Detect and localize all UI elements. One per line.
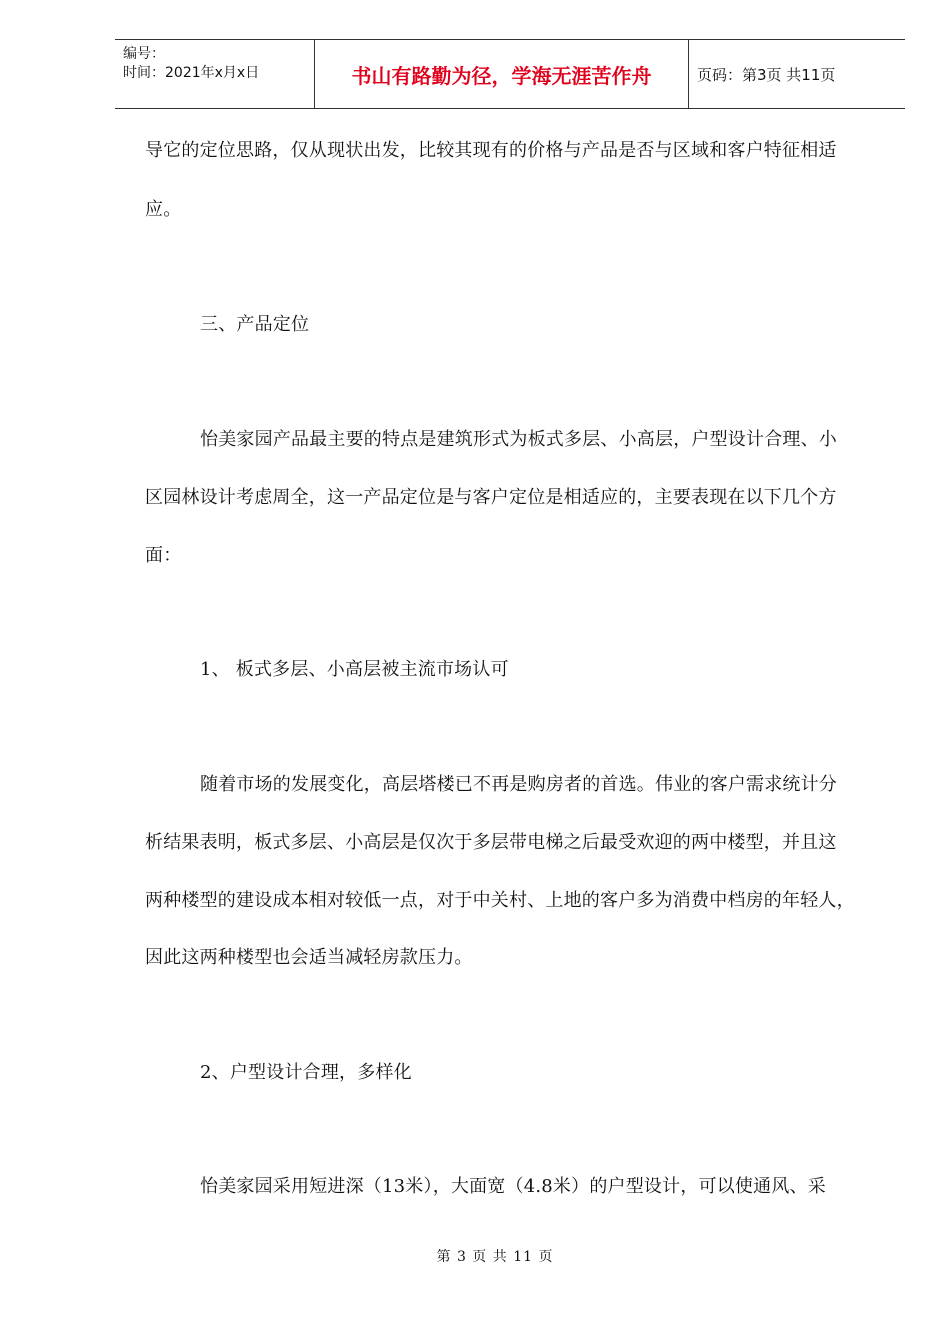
body-line: 怡美家园产品最主要的特点是建筑形式为板式多层、小高层，户型设计合理、小	[200, 429, 837, 450]
body-line: 两种楼型的建设成本相对较低一点，对于中关村、上地的客户多为消费中档房的年轻人，	[145, 890, 855, 911]
time-label: 时间：2021年x月x日	[123, 65, 260, 81]
page-header	[115, 39, 905, 109]
header-page-info: 页码：第3页 共11页	[697, 65, 836, 84]
number-label: 编号：	[123, 46, 165, 62]
body-line: 面：	[145, 545, 182, 566]
section-heading: 三、产品定位	[200, 314, 310, 335]
body-line: 导它的定位思路，仅从现状出发，比较其现有的价格与产品是否与区域和客户特征相适	[145, 140, 837, 161]
header-meta	[115, 40, 315, 108]
header-motto: 书山有路勤为径，学海无涯苦作舟	[315, 40, 689, 108]
body-line: 随着市场的发展变化，高层塔楼已不再是购房者的首选。伟业的客户需求统计分	[200, 774, 837, 795]
body-line: 区园林设计考虑周全，这一产品定位是与客户定位是相适应的，主要表现在以下几个方	[145, 487, 837, 508]
subsection-heading: 1、 板式多层、小高层被主流市场认可	[200, 659, 509, 680]
body-line: 应。	[145, 199, 182, 220]
body-line: 怡美家园采用短进深（13米），大面宽（4.8米）的户型设计，可以使通风、采	[200, 1176, 826, 1197]
page-footer: 第 3 页 共 11 页	[436, 1249, 554, 1265]
body-line: 因此这两种楼型也会适当减轻房款压力。	[145, 947, 473, 968]
subsection-heading: 2、户型设计合理，多样化	[200, 1062, 412, 1083]
body-line: 析结果表明，板式多层、小高层是仅次于多层带电梯之后最受欢迎的两中楼型，并且这	[145, 832, 837, 853]
